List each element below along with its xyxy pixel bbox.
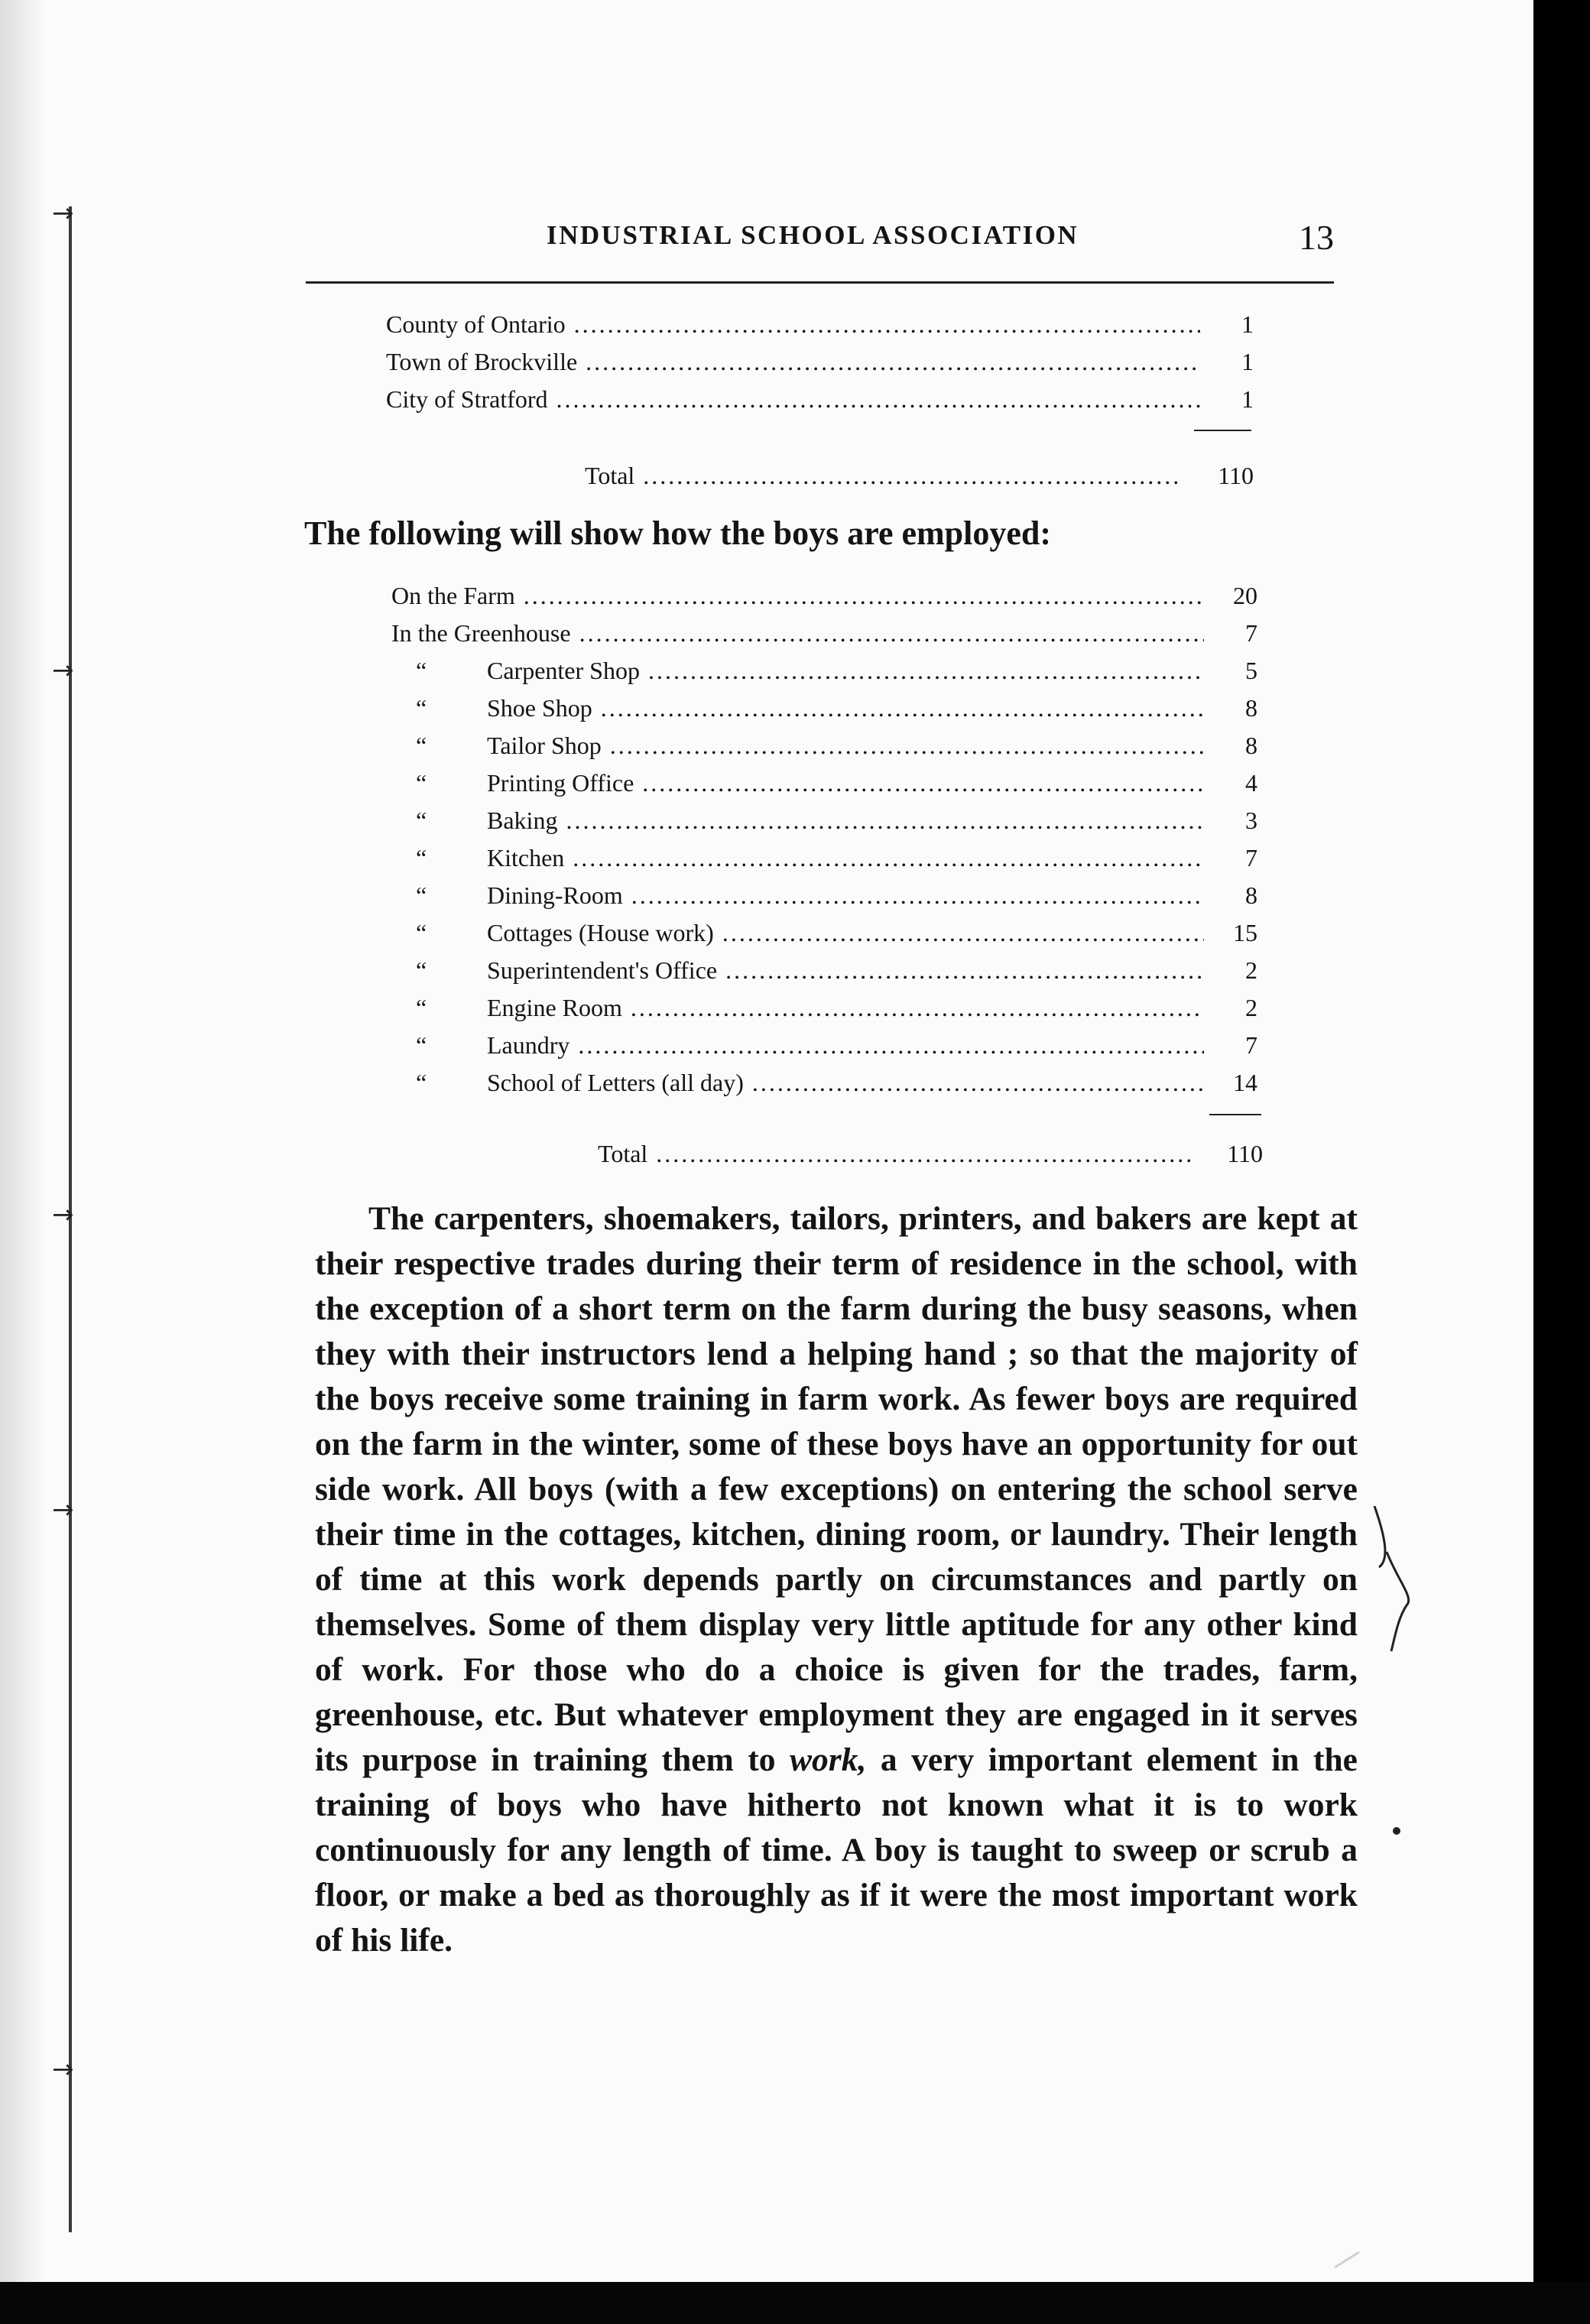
- total-row: [585, 457, 1254, 495]
- row-label: Superintendent's Office .....: [487, 952, 1204, 989]
- page-header: [306, 220, 1334, 266]
- row-value: 7: [1245, 1031, 1257, 1059]
- table-row: [391, 989, 1257, 1027]
- row-label: Tailor Shop .....: [487, 727, 1204, 764]
- row-value: 7: [1245, 619, 1257, 647]
- row-label: Town of Brockville .....: [386, 343, 1200, 381]
- ditto-mark: “: [416, 994, 427, 1021]
- ditto-mark: “: [416, 694, 427, 722]
- margin-tick-mark: →: [52, 198, 74, 229]
- table-row: [391, 727, 1257, 764]
- row-value: 4: [1245, 769, 1257, 797]
- table-row: [391, 1027, 1257, 1064]
- ditto-mark: “: [416, 732, 427, 759]
- paragraph-text-end: a very important element in the training of boys who have hitherto not known what it is to work continuously for any length of time. A boy is taught to sweep or scrub a floor, or make a bed as thoroughly as if it were the most important work of his life.: [315, 1741, 1358, 1959]
- margin-dot: [1393, 1827, 1400, 1835]
- table-row: [386, 343, 1254, 381]
- table-row: [391, 839, 1257, 877]
- row-label: Laundry .....: [487, 1027, 1204, 1064]
- margin-tick-mark: →: [52, 1199, 74, 1230]
- row-value: 7: [1245, 844, 1257, 872]
- table-row: [386, 306, 1254, 343]
- row-label: Dining-Room .....: [487, 877, 1204, 914]
- body-paragraph: [315, 1196, 1358, 1963]
- row-value: 1: [1241, 385, 1254, 413]
- row-value: 15: [1233, 919, 1257, 946]
- sum-rule: [1209, 1114, 1261, 1115]
- table-row: [391, 952, 1257, 989]
- table-row: [391, 914, 1257, 952]
- total-label: Total .....: [598, 1135, 1190, 1173]
- scan-border: [0, 2282, 1590, 2324]
- table-row: [391, 764, 1257, 802]
- counties-total-row: [585, 457, 1254, 495]
- total-label: Total .....: [585, 457, 1181, 495]
- intro-sentence: The following will show how the boys are employed:: [304, 514, 1052, 552]
- row-value: 5: [1245, 657, 1257, 684]
- table-row: [391, 877, 1257, 914]
- margin-tick-mark: →: [52, 655, 74, 686]
- margin-tick-mark: →: [52, 1495, 74, 1525]
- row-value: 8: [1245, 694, 1257, 722]
- total-value: 110: [1227, 1140, 1263, 1167]
- row-label: Kitchen .....: [487, 839, 1204, 877]
- running-title: INDUSTRIAL SCHOOL ASSOCIATION: [547, 220, 1079, 250]
- table-row: [386, 381, 1254, 418]
- paragraph-text-start: The carpenters, shoemakers, tailors, printers, and bakers are kept at their respective trades during their term of residence in the school, with the exception of a short term on the farm during the busy seasons, when they with their instructors lend a helping hand ; so that the majority of the boys receive some training in farm work. As fewer boys are required on the farm in the winter, some of these boys have an opportunity for out side work. All boys (with a few exceptions) on entering the school serve their time in the cottages, kitchen, dining room, or laundry. Their length of time at this work depends partly on circumstances and partly on themselves. Some of them display very little aptitude for any other kind of work. For those who do a choice is given for the trades, farm, greenhouse, etc. But whatever employment they are engaged in it serves its purpose in training them to: [315, 1200, 1358, 1778]
- table-row: [391, 690, 1257, 727]
- row-value: 8: [1245, 732, 1257, 759]
- paragraph-text: [315, 1196, 1358, 1963]
- page-number: 13: [1299, 218, 1334, 257]
- row-label: School of Letters (all day) .....: [487, 1064, 1204, 1102]
- ditto-mark: “: [416, 956, 427, 984]
- ditto-mark: “: [416, 881, 427, 909]
- row-value: 20: [1233, 582, 1257, 609]
- row-label: Printing Office .....: [487, 764, 1204, 802]
- sum-rule: [1194, 430, 1251, 431]
- total-value: 110: [1218, 462, 1254, 489]
- row-label: Engine Room .....: [487, 989, 1204, 1027]
- row-value: 8: [1245, 881, 1257, 909]
- table-row: [391, 652, 1257, 690]
- row-value: 3: [1245, 807, 1257, 834]
- ditto-mark: “: [416, 807, 427, 834]
- ditto-mark: “: [416, 657, 427, 684]
- row-value: 1: [1241, 348, 1254, 375]
- table-row: [391, 1064, 1257, 1102]
- row-value: 1: [1241, 310, 1254, 338]
- table-row: [391, 577, 1257, 615]
- row-label: City of Stratford .....: [386, 381, 1200, 418]
- row-label: Shoe Shop .....: [487, 690, 1204, 727]
- row-label: Carpenter Shop .....: [487, 652, 1204, 690]
- row-value: 2: [1245, 956, 1257, 984]
- row-label: Cottages (House work) .....: [487, 914, 1204, 952]
- ditto-mark: “: [416, 919, 427, 946]
- row-value: 2: [1245, 994, 1257, 1021]
- ditto-mark: “: [416, 1069, 427, 1096]
- ditto-mark: “: [416, 1031, 427, 1059]
- row-label: County of Ontario .....: [386, 306, 1200, 343]
- ditto-mark: “: [416, 769, 427, 797]
- margin-brace-mark: [1368, 1506, 1422, 1651]
- margin-tick-mark: →: [52, 2054, 74, 2085]
- total-row: [598, 1135, 1263, 1173]
- row-label: Baking .....: [487, 802, 1204, 839]
- row-label: In the Greenhouse .....: [391, 615, 1204, 652]
- counties-table: [386, 306, 1254, 418]
- table-row: [391, 615, 1257, 652]
- gutter-shadow: [0, 0, 46, 2282]
- corner-scratch-mark: [1332, 2249, 1362, 2270]
- emphasized-word: work,: [790, 1741, 867, 1778]
- employment-table: [391, 577, 1257, 1102]
- row-value: 14: [1233, 1069, 1257, 1096]
- table-row: [391, 802, 1257, 839]
- row-label: On the Farm .....: [391, 577, 1204, 615]
- ditto-mark: “: [416, 844, 427, 872]
- employment-total-row: [598, 1135, 1263, 1173]
- header-rule: [306, 281, 1334, 284]
